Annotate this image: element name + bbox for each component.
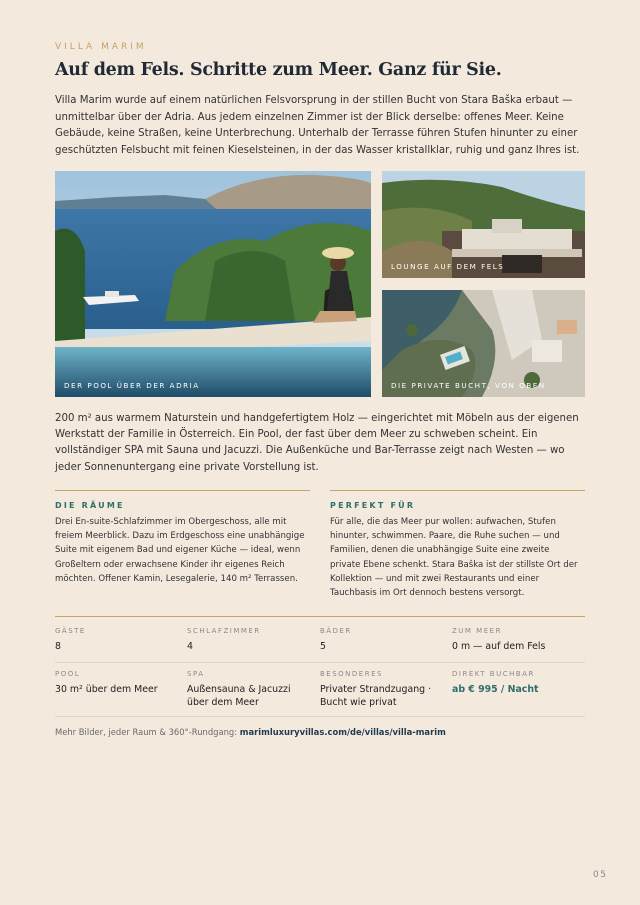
fact-label: SPA [187, 670, 205, 678]
photo-pool-image [55, 171, 371, 397]
photo-lounge-caption: LOUNGE AUF DEM FELS [391, 262, 505, 271]
more-info [55, 727, 446, 737]
fact-spa [187, 670, 312, 709]
fact-bookable [452, 670, 577, 696]
fact-value: 30 m² über dem Meer [55, 684, 158, 695]
facts-divider [55, 616, 585, 617]
intro-paragraph: Villa Marim wurde auf einem natürlichen Felsvorsprung in der stillen Bucht von Stara Baška erbaut — unmittelbar über der Adria. Aus jedem einzelnen Zimmer ist der Blick derselbe: offenes Meer. Keine Gebäude, keine Straßen, keine Unterbrechung. Unterhalb der Terrasse führen Stufen hinunter zu einer geschützten Felsbucht mit feinen Kieselsteinen, in der das Wasser kristallklar, ruhig und ganz Ihres ist. [55, 95, 580, 156]
fact-label: BESONDERES [320, 670, 383, 678]
fact-value: Außensauna & Jacuzzi über dem Meer [187, 684, 291, 708]
fact-label: BÄDER [320, 627, 352, 635]
fact-value: 5 [320, 641, 326, 652]
fact-label: POOL [55, 670, 81, 678]
fact-value: 8 [55, 641, 61, 652]
photo-bay-caption: DIE PRIVATE BUCHT, VON OBEN [391, 381, 546, 390]
fact-bathrooms [320, 627, 445, 653]
page-number: 05 [593, 870, 608, 880]
fact-bedrooms [187, 627, 312, 653]
photo-lounge [382, 171, 585, 278]
fact-label: DIREKT BUCHBAR [452, 670, 535, 678]
fact-label: GÄSTE [55, 627, 86, 635]
price-value: ab € 995 / Nacht [452, 684, 539, 695]
fact-value: Privater Strandzugang · Bucht wie privat [320, 684, 432, 708]
body-paragraph: 200 m² aus warmem Naturstein und handgefertigtem Holz — eingerichtet mit Möbeln aus der eigenen Werkstatt der Familie in Österreich. Ein Pool, der fast über dem Meer zu schweben scheint. Ein vollständiger SPA mit Sauna und Jacuzzi. Die Außenküche und Bar-Terrasse zeigt nach Westen — wo jeder Sonnenuntergang eine private Vorstellung ist. [55, 413, 579, 473]
fact-pool [55, 670, 180, 696]
more-info-text: Mehr Bilder, jeder Raum & 360°-Rundgang: [55, 727, 238, 737]
rooms-title: DIE RÄUME [55, 501, 125, 510]
photo-bay [382, 290, 585, 397]
fact-value: 4 [187, 641, 193, 652]
facts-bottom-divider [55, 716, 585, 717]
fact-special [320, 670, 445, 709]
fact-guests [55, 627, 180, 653]
photo-pool [55, 171, 371, 397]
perfect-divider [330, 490, 585, 491]
page-title: Auf dem Fels. Schritte zum Meer. Ganz für Sie. [55, 60, 502, 80]
perfect-text: Für alle, die das Meer pur wollen: aufwachen, Stufen hinunter, schwimmen. Paare, die Ruhe suchen — und Familien, denen die unabhängige Suite eine zweite private Ebene schenkt. Stara Baška ist der stillste Ort der Kollektion — und mit zwei Restaurants und einer Tauchbasis im Ort dennoch bestens versorgt. [330, 517, 578, 599]
rooms-text: Drei En-suite-Schlafzimmer im Obergeschoss, alle mit freiem Meerblick. Dazu im Erdgeschoss eine unabhängige Suite mit eigenem Bad und eigener Küche — ideal, wenn Großeltern oder erwachsene Kinder ihr eigenes Reich möchten. Offener Kamin, Lesegalerie, 140 m² Terrassen. [55, 517, 305, 584]
fact-label: ZUM MEER [452, 627, 502, 635]
villa-link[interactable]: marimluxuryvillas.com/de/villas/villa-marim [239, 727, 446, 737]
rooms-divider [55, 490, 310, 491]
fact-label: SCHLAFZIMMER [187, 627, 261, 635]
photo-pool-caption: DER POOL ÜBER DER ADRIA [64, 381, 200, 390]
perfect-title: PERFEKT FÜR [330, 501, 416, 510]
fact-value: 0 m — auf dem Fels [452, 641, 546, 652]
facts-row-divider [55, 662, 585, 663]
eyebrow: VILLA MARIM [55, 42, 147, 52]
fact-to-sea [452, 627, 577, 653]
